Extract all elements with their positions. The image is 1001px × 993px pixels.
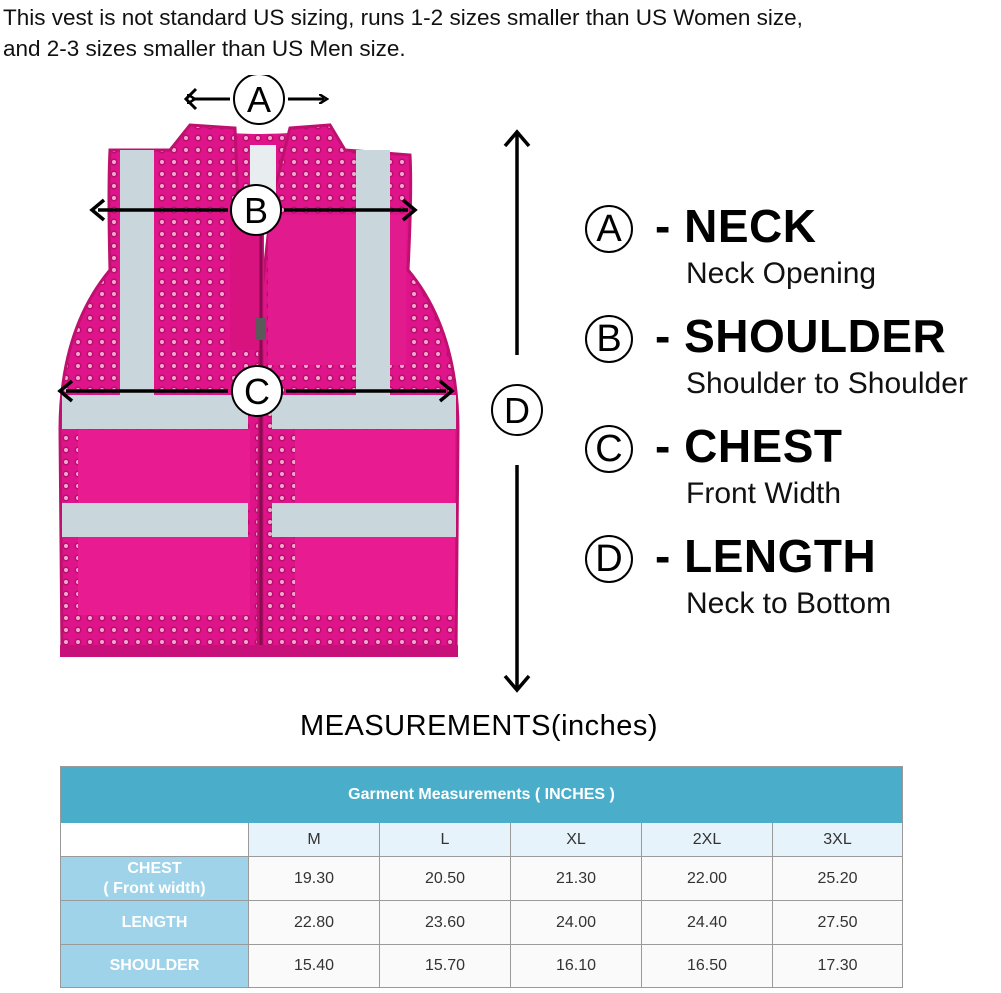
row-label-chest-line1: CHEST (127, 859, 182, 877)
size-header-2xl: 2XL (642, 823, 773, 857)
row-label-chest-line2: ( Front width) (103, 879, 206, 897)
table-corner-cell (61, 823, 249, 857)
size-header-3xl: 3XL (773, 823, 902, 857)
table-cell: 16.10 (511, 945, 642, 987)
legend-letter-b: B (585, 315, 633, 363)
table-cell: 19.30 (249, 857, 380, 901)
legend-term-chest: - CHEST (655, 420, 843, 472)
table-cell: 17.30 (773, 945, 902, 987)
table-cell: 23.60 (380, 901, 511, 945)
legend-item-length (585, 530, 1001, 635)
size-chart-table (60, 766, 903, 988)
sizing-note-line2: and 2-3 sizes smaller than US Men size. (3, 36, 406, 61)
size-header-l: L (380, 823, 511, 857)
table-cell: 16.50 (642, 945, 773, 987)
sizing-note (3, 2, 998, 64)
marker-d-label: D (504, 390, 530, 431)
table-cell: 22.80 (249, 901, 380, 945)
row-label-chest (61, 857, 249, 901)
legend-letter-d: D (585, 535, 633, 583)
table-cell: 21.30 (511, 857, 642, 901)
legend-item-chest (585, 420, 1001, 525)
table-cell: 24.40 (642, 901, 773, 945)
table-cell: 24.00 (511, 901, 642, 945)
legend-term-neck: - NECK (655, 200, 817, 252)
legend-item-shoulder (585, 310, 1001, 415)
table-cell: 27.50 (773, 901, 902, 945)
table-cell: 22.00 (642, 857, 773, 901)
legend-desc-length: Neck to Bottom (686, 587, 892, 620)
table-cell: 15.70 (380, 945, 511, 987)
row-label-length: LENGTH (61, 901, 249, 945)
legend-letter-a: A (585, 205, 633, 253)
row-label-shoulder: SHOULDER (61, 945, 249, 987)
legend-desc-shoulder: Shoulder to Shoulder (686, 367, 968, 400)
vest-diagram (0, 75, 600, 715)
legend-term-length: - LENGTH (655, 530, 877, 582)
table-header: Garment Measurements ( INCHES ) (61, 767, 902, 823)
legend-desc-neck: Neck Opening (686, 257, 877, 290)
table-cell: 20.50 (380, 857, 511, 901)
marker-c-label: C (244, 371, 270, 412)
table-cell: 15.40 (249, 945, 380, 987)
table-cell: 25.20 (773, 857, 902, 901)
size-header-xl: XL (511, 823, 642, 857)
size-header-m: M (249, 823, 380, 857)
marker-a-label: A (246, 79, 272, 120)
legend-letter-c: C (585, 425, 633, 473)
measurements-title: MEASUREMENTS(inches) (300, 710, 659, 742)
sizing-note-line1: This vest is not standard US sizing, runs 1-2 sizes smaller than US Women size, (3, 5, 803, 30)
legend-term-shoulder: - SHOULDER (655, 310, 947, 362)
marker-b-label: B (243, 190, 269, 231)
legend-item-neck (585, 200, 1001, 305)
legend-desc-chest: Front Width (686, 477, 842, 510)
